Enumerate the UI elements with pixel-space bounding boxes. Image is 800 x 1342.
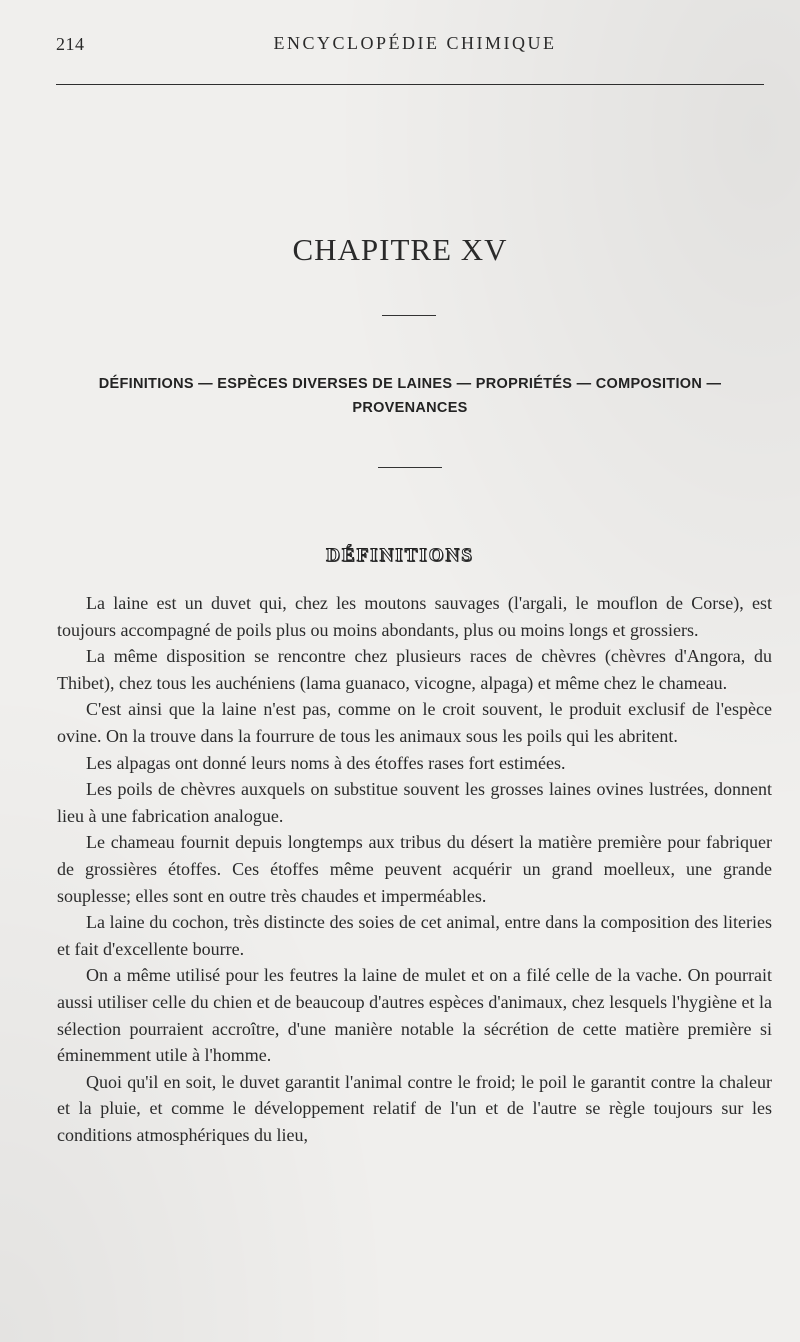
paragraph: C'est ainsi que la laine n'est pas, comme on le croit souvent, le produit exclusif de l'espèce ovine. On la trouve dans la fourrure de tous les animaux sous les poils qui les abritent. xyxy=(57,699,772,746)
paragraph: La laine est un duvet qui, chez les moutons sauvages (l'argali, le mouflon de Corse), est toujours accompagné de poils plus ou moins abondants, plus ou moins longs et grossiers. xyxy=(57,593,772,640)
paragraph: Quoi qu'il en soit, le duvet garantit l'animal contre le froid; le poil le garantit contre la chaleur et la pluie, et comme le développement relatif de l'un et de l'autre se règle toujours sur les conditions atmosphériques du lieu, xyxy=(57,1071,772,1145)
subtitle-rule xyxy=(378,467,442,468)
running-title: ENCYCLOPÉDIE CHIMIQUE xyxy=(273,33,557,53)
chapter-title: CHAPITRE XV xyxy=(292,232,508,267)
page-number: 214 xyxy=(56,34,85,54)
paragraph: On a même utilisé pour les feutres la laine de mulet et on a filé celle de la vache. On pourrait aussi utiliser celle du chien et de beaucoup d'autres espèces d'animaux, chez lesquels l'hygiène et la sélection pourraient accroître, d'une manière notable la sécrétion de cette matière première si éminemment utile à l'homme. xyxy=(57,965,772,1066)
paragraph: Les poils de chèvres auxquels on substitue souvent les grosses laines ovines lustrées, donnent lieu à une fabrication analogue. xyxy=(57,779,772,826)
paragraph: Les alpagas ont donné leurs noms à des étoffes rases fort estimées. xyxy=(86,752,566,773)
body-text xyxy=(57,590,772,1148)
paragraph: Le chameau fournit depuis longtemps aux tribus du désert la matière première pour fabriquer de grossières étoffes. Ces étoffes même peuvent acquérir un grand moelleux, une grande souplesse; elles sont en outre très chaudes et imperméables. xyxy=(57,832,772,906)
paragraph: La même disposition se rencontre chez plusieurs races de chèvres (chèvres d'Angora, du Thibet), chez tous les auchéniens (lama guanaco, vicogne, alpaga) et même chez le chameau. xyxy=(57,646,772,693)
chapter-subtitle: DÉFINITIONS — ESPÈCES DIVERSES DE LAINES — PROPRIÉTÉS — COMPOSITION — PROVENANCES xyxy=(98,376,722,416)
paragraph: La laine du cochon, très distincte des soies de cet animal, entre dans la composition des literies et fait d'excellente bourre. xyxy=(57,912,772,959)
section-heading: DÉFINITIONS xyxy=(326,545,474,566)
chapter-title-rule xyxy=(382,315,436,316)
header-rule xyxy=(56,84,764,85)
